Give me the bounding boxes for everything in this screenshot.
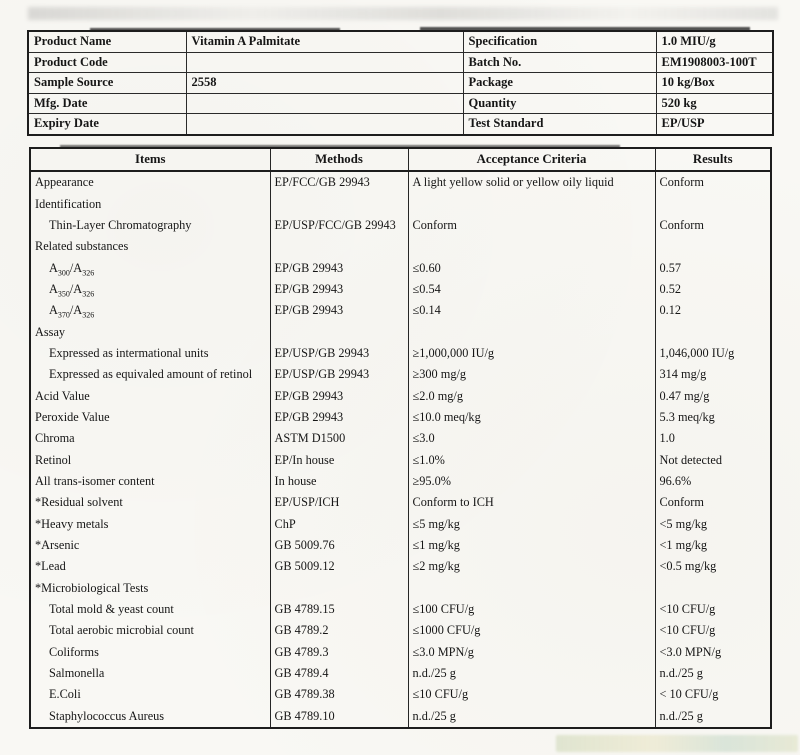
method-cell: EP/GB 29943 <box>270 257 408 278</box>
criteria-cell: ≤3.0 <box>408 428 655 449</box>
item-cell: *Residual solvent <box>30 492 270 513</box>
criteria-cell: ≥95.0% <box>408 471 655 492</box>
item-cell: Related substances <box>30 236 270 257</box>
method-cell <box>270 193 408 214</box>
table-row <box>30 364 771 385</box>
results-table-header-row <box>30 148 771 171</box>
method-cell: EP/GB 29943 <box>270 385 408 406</box>
method-cell: In house <box>270 471 408 492</box>
column-header-methods: Methods <box>270 148 408 171</box>
table-row <box>30 492 771 513</box>
criteria-cell <box>408 236 655 257</box>
item-cell: Total mold & yeast count <box>30 599 270 620</box>
product-info-row <box>28 31 773 52</box>
field-label: Quantity <box>463 93 656 114</box>
item-cell: Coliforms <box>30 642 270 663</box>
table-row <box>30 279 771 300</box>
field-value: 1.0 MIU/g <box>656 31 773 52</box>
field-value <box>186 114 463 135</box>
item-cell: *Arsenic <box>30 535 270 556</box>
field-label: Package <box>463 73 656 94</box>
table-row <box>30 343 771 364</box>
criteria-cell: ≤0.14 <box>408 300 655 321</box>
result-cell <box>655 578 771 599</box>
item-cell: Assay <box>30 321 270 342</box>
result-cell: <3.0 MPN/g <box>655 642 771 663</box>
product-info-row <box>28 52 773 73</box>
result-cell: <10 CFU/g <box>655 599 771 620</box>
method-cell: GB 5009.76 <box>270 535 408 556</box>
method-cell: EP/USP/ICH <box>270 492 408 513</box>
field-label: Mfg. Date <box>28 93 186 114</box>
item-cell: Staphylococcus Aureus <box>30 706 270 728</box>
result-cell: 314 mg/g <box>655 364 771 385</box>
section-row <box>30 236 771 257</box>
field-label: Product Name <box>28 31 186 52</box>
criteria-cell: ≤5 mg/kg <box>408 514 655 535</box>
result-cell: <5 mg/kg <box>655 514 771 535</box>
criteria-cell: ≤0.60 <box>408 257 655 278</box>
coa-results-table <box>29 147 772 729</box>
product-info-row <box>28 73 773 94</box>
method-cell: GB 4789.10 <box>270 706 408 728</box>
method-cell: EP/GB 29943 <box>270 279 408 300</box>
criteria-cell: ≤10.0 meq/kg <box>408 407 655 428</box>
field-label: Batch No. <box>463 52 656 73</box>
table-row <box>30 171 771 193</box>
method-cell: GB 4789.38 <box>270 684 408 705</box>
field-label: Test Standard <box>463 114 656 135</box>
field-value: Vitamin A Palmitate <box>186 31 463 52</box>
product-info-row <box>28 114 773 135</box>
method-cell: GB 4789.15 <box>270 599 408 620</box>
method-cell: ChP <box>270 514 408 535</box>
criteria-cell: ≤2 mg/kg <box>408 556 655 577</box>
criteria-cell: ≤2.0 mg/g <box>408 385 655 406</box>
criteria-cell: Conform to ICH <box>408 492 655 513</box>
field-value: 520 kg <box>656 93 773 114</box>
result-cell: 96.6% <box>655 471 771 492</box>
table-row <box>30 428 771 449</box>
item-cell: $A_{370}/A_{326}$ <box>30 300 270 321</box>
scan-smudge-artifact <box>28 7 778 20</box>
item-cell: Retinol <box>30 449 270 470</box>
table-row <box>30 556 771 577</box>
criteria-cell: ≤1 mg/kg <box>408 535 655 556</box>
criteria-cell: ≥1,000,000 IU/g <box>408 343 655 364</box>
criteria-cell: ≤0.54 <box>408 279 655 300</box>
field-value: 2558 <box>186 73 463 94</box>
section-row <box>30 193 771 214</box>
result-cell: n.d./25 g <box>655 706 771 728</box>
result-cell: Conform <box>655 492 771 513</box>
column-header-results: Results <box>655 148 771 171</box>
result-cell: 5.3 meq/kg <box>655 407 771 428</box>
stamp-edge-artifact <box>556 735 798 752</box>
method-cell <box>270 578 408 599</box>
criteria-cell: ≥300 mg/g <box>408 364 655 385</box>
item-cell: Total aerobic microbial count <box>30 620 270 641</box>
table-row <box>30 706 771 728</box>
criteria-cell <box>408 321 655 342</box>
criteria-cell: ≤3.0 MPN/g <box>408 642 655 663</box>
item-cell: Salmonella <box>30 663 270 684</box>
table-row <box>30 449 771 470</box>
table-row <box>30 407 771 428</box>
method-cell: EP/USP/GB 29943 <box>270 364 408 385</box>
item-cell: Expressed as intermational units <box>30 343 270 364</box>
table-row <box>30 257 771 278</box>
field-value <box>186 52 463 73</box>
method-cell: GB 5009.12 <box>270 556 408 577</box>
criteria-cell: ≤1.0% <box>408 449 655 470</box>
table-row <box>30 385 771 406</box>
criteria-cell <box>408 193 655 214</box>
result-cell: 0.47 mg/g <box>655 385 771 406</box>
table-row <box>30 684 771 705</box>
result-cell: 0.57 <box>655 257 771 278</box>
result-cell: Not detected <box>655 449 771 470</box>
column-header-items: Items <box>30 148 270 171</box>
product-info-row <box>28 93 773 114</box>
section-row <box>30 578 771 599</box>
method-cell: EP/USP/GB 29943 <box>270 343 408 364</box>
table-row <box>30 642 771 663</box>
field-value: EP/USP <box>656 114 773 135</box>
method-cell <box>270 236 408 257</box>
field-value: 10 kg/Box <box>656 73 773 94</box>
item-cell: All trans-isomer content <box>30 471 270 492</box>
result-cell <box>655 193 771 214</box>
product-info-table <box>27 30 774 136</box>
method-cell: GB 4789.4 <box>270 663 408 684</box>
criteria-cell: A light yellow solid or yellow oily liquid <box>408 171 655 193</box>
result-cell: n.d./25 g <box>655 663 771 684</box>
result-cell <box>655 236 771 257</box>
item-cell: Peroxide Value <box>30 407 270 428</box>
field-label: Expiry Date <box>28 114 186 135</box>
table-row <box>30 215 771 236</box>
result-cell: Conform <box>655 215 771 236</box>
result-cell: Conform <box>655 171 771 193</box>
item-cell: *Heavy metals <box>30 514 270 535</box>
item-cell: $A_{300}/A_{326}$ <box>30 257 270 278</box>
table-row <box>30 620 771 641</box>
criteria-cell: ≤10 CFU/g <box>408 684 655 705</box>
field-label: Specification <box>463 31 656 52</box>
item-cell: Expressed as equivaled amount of retinol <box>30 364 270 385</box>
table-row <box>30 663 771 684</box>
result-cell: <10 CFU/g <box>655 620 771 641</box>
method-cell: EP/GB 29943 <box>270 407 408 428</box>
result-cell: 1.0 <box>655 428 771 449</box>
method-cell: EP/FCC/GB 29943 <box>270 171 408 193</box>
criteria-cell: n.d./25 g <box>408 706 655 728</box>
item-cell: $A_{350}/A_{326}$ <box>30 279 270 300</box>
method-cell: EP/In house <box>270 449 408 470</box>
result-cell: < 10 CFU/g <box>655 684 771 705</box>
table-row <box>30 300 771 321</box>
table-row <box>30 599 771 620</box>
item-cell: *Microbiological Tests <box>30 578 270 599</box>
result-cell <box>655 321 771 342</box>
item-cell: Chroma <box>30 428 270 449</box>
result-cell: <1 mg/kg <box>655 535 771 556</box>
method-cell <box>270 321 408 342</box>
method-cell: ASTM D1500 <box>270 428 408 449</box>
criteria-cell: n.d./25 g <box>408 663 655 684</box>
criteria-cell: ≤1000 CFU/g <box>408 620 655 641</box>
item-cell: *Lead <box>30 556 270 577</box>
table-row <box>30 514 771 535</box>
column-header-acceptance-criteria: Acceptance Criteria <box>408 148 655 171</box>
item-cell: E.Coli <box>30 684 270 705</box>
table-row <box>30 535 771 556</box>
method-cell: EP/USP/FCC/GB 29943 <box>270 215 408 236</box>
method-cell: GB 4789.3 <box>270 642 408 663</box>
field-value: EM1908003-100T <box>656 52 773 73</box>
criteria-cell: ≤100 CFU/g <box>408 599 655 620</box>
result-cell: 1,046,000 IU/g <box>655 343 771 364</box>
field-label: Product Code <box>28 52 186 73</box>
item-cell: Appearance <box>30 171 270 193</box>
criteria-cell <box>408 578 655 599</box>
criteria-cell: Conform <box>408 215 655 236</box>
item-cell: Thin-Layer Chromatography <box>30 215 270 236</box>
item-cell: Identification <box>30 193 270 214</box>
field-value <box>186 93 463 114</box>
field-label: Sample Source <box>28 73 186 94</box>
table-row <box>30 471 771 492</box>
section-row <box>30 321 771 342</box>
result-cell: 0.12 <box>655 300 771 321</box>
result-cell: 0.52 <box>655 279 771 300</box>
method-cell: EP/GB 29943 <box>270 300 408 321</box>
item-cell: Acid Value <box>30 385 270 406</box>
method-cell: GB 4789.2 <box>270 620 408 641</box>
result-cell: <0.5 mg/kg <box>655 556 771 577</box>
